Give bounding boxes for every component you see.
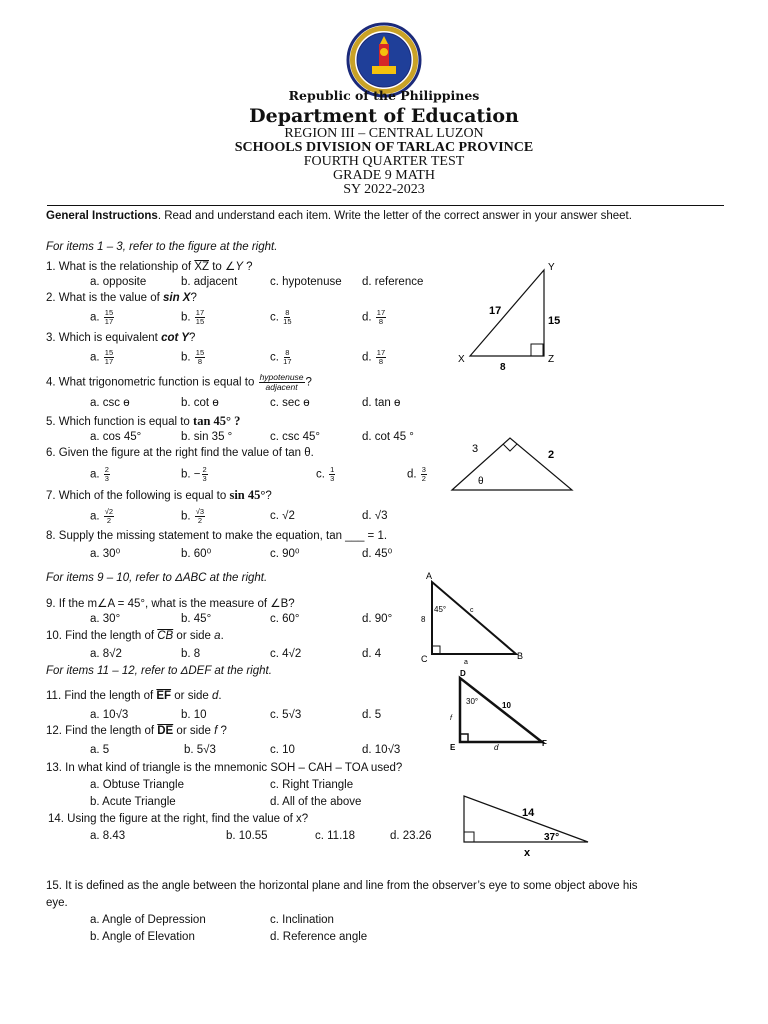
test-line: FOURTH QUARTER TEST	[303, 154, 465, 169]
q15-option-b[interactable]: b. Angle of Elevation	[90, 931, 195, 943]
q5-option-a[interactable]: a. cos 45°	[90, 431, 142, 443]
republic-line: Republic of the Philippines	[288, 88, 480, 103]
label-side-3: 3	[472, 443, 479, 455]
q12-option-a[interactable]: a. 5	[90, 744, 110, 756]
question-13: 13. In what kind of triangle is the mnemonic SOH – CAH – TOA used?	[46, 762, 403, 774]
q10-option-b[interactable]: b. 8	[181, 648, 201, 660]
label-45deg: 45°	[434, 605, 447, 614]
q8-option-d[interactable]: d. 45⁰	[362, 548, 393, 560]
label-e-vertex: E	[450, 743, 456, 752]
figure-triangle-xyz	[452, 258, 570, 376]
label-theta: θ	[478, 476, 484, 487]
q4-option-b[interactable]: b. cot ɵ	[181, 397, 219, 409]
q2-option-b[interactable]: b. $\frac{17}{15}$	[181, 308, 205, 326]
label-side-c: c	[470, 607, 474, 614]
q2-option-a[interactable]: a. $\frac{15}{17}$	[90, 308, 114, 326]
q1-option-d[interactable]: d. reference	[362, 276, 424, 288]
label-x-side: x	[524, 847, 531, 859]
q1-option-a[interactable]: a. opposite	[90, 276, 147, 288]
q4-option-c[interactable]: c. sec ɵ	[270, 397, 310, 409]
q9-option-a[interactable]: a. 30°	[90, 613, 121, 625]
q13-option-c[interactable]: c. Right Triangle	[270, 779, 354, 791]
label-30deg: 30°	[466, 697, 479, 706]
instructions-label: General Instructions	[46, 210, 158, 222]
q13-option-d[interactable]: d. All of the above	[270, 796, 362, 808]
q11-option-d[interactable]: d. 5	[362, 709, 382, 721]
q3-option-a[interactable]: a. $\frac{15}{17}$	[90, 348, 114, 366]
question-15-line2: eye.	[46, 897, 68, 909]
question-11: 11. Find the length of $\overline{EF}$ or side d.	[46, 690, 222, 702]
q13-option-a[interactable]: a. Obtuse Triangle	[90, 779, 184, 791]
label-37deg: 37°	[544, 832, 560, 843]
q10-option-d[interactable]: d. 4	[362, 648, 382, 660]
label-x: X	[458, 354, 465, 365]
question-5: 5. Which function is equal to tan 45° ?	[46, 414, 241, 428]
figure-triangle-def	[446, 668, 556, 752]
q14-option-b[interactable]: b. 10.55	[226, 830, 268, 842]
question-15-line1: 15. It is defined as the angle between the horizontal plane and line from the observer’s eye to some object above his	[46, 880, 638, 892]
q7-option-a[interactable]: a. $\frac{√2}{2}$	[90, 507, 114, 525]
q9-option-c[interactable]: c. 60°	[270, 613, 300, 625]
header-divider	[47, 205, 724, 206]
q14-option-c[interactable]: c. 11.18	[315, 830, 356, 842]
q5-option-d[interactable]: d. cot 45 °	[362, 431, 414, 443]
instructions-text: . Read and understand each item. Write the letter of the correct answer in your answer sheet.	[157, 210, 632, 222]
label-y: Y	[548, 262, 555, 273]
label-leg-8: 8	[500, 362, 506, 373]
q7-option-d[interactable]: d. √3	[362, 510, 388, 522]
grade-line: GRADE 9 MATH	[333, 168, 435, 183]
general-instructions	[46, 210, 632, 222]
question-3: 3. Which is equivalent cot Y?	[46, 332, 196, 344]
q13-option-b[interactable]: b. Acute Triangle	[90, 796, 176, 808]
label-side-8: 8	[421, 615, 426, 624]
q9-option-d[interactable]: d. 90°	[362, 613, 393, 625]
q12-option-b[interactable]: b. 5√3	[184, 744, 216, 756]
figure-triangle-37deg	[456, 790, 596, 860]
label-z: Z	[548, 354, 555, 365]
region-line: REGION III – CENTRAL LUZON	[284, 126, 484, 141]
question-6: 6. Given the figure at the right find the value of tan θ.	[46, 447, 314, 459]
q6-option-a[interactable]: a. $\frac{2}{3}$	[90, 465, 109, 483]
q8-option-c[interactable]: c. 90⁰	[270, 548, 300, 560]
q8-option-a[interactable]: a. 30⁰	[90, 548, 121, 560]
q2-option-c[interactable]: c. $\frac{8}{15}$	[270, 308, 292, 326]
q15-option-c[interactable]: c. Inclination	[270, 914, 334, 926]
label-hyp-10: 10	[502, 701, 511, 710]
q1-option-b[interactable]: b. adjacent	[181, 276, 238, 288]
label-f-vertex: F	[542, 739, 547, 748]
q11-option-c[interactable]: c. 5√3	[270, 709, 302, 721]
q6-option-d[interactable]: d. $\frac{3}{2}$	[407, 465, 426, 483]
note-items-1-3: For items 1 – 3, refer to the figure at the right.	[46, 241, 278, 253]
q12-option-c[interactable]: c. 10	[270, 744, 295, 756]
q14-option-d[interactable]: d. 23.26	[390, 830, 432, 842]
question-9: 9. If the m∠A = 45°, what is the measure of ∠B?	[46, 598, 295, 610]
q15-option-a[interactable]: a. Angle of Depression	[90, 914, 206, 926]
q4-option-d[interactable]: d. tan ɵ	[362, 397, 401, 409]
q5-option-b[interactable]: b. sin 35 °	[181, 431, 233, 443]
note-items-9-10: For items 9 – 10, refer to ΔABC at the right.	[46, 572, 268, 584]
q2-option-d[interactable]: d. $\frac{17}{8}$	[362, 308, 386, 326]
segment-xz: $\overline{XZ}$	[194, 261, 210, 273]
q6-option-b[interactable]: b. − $\frac{2}{3}$	[181, 465, 207, 483]
q11-option-a[interactable]: a. 10√3	[90, 709, 129, 721]
label-c-vertex: C	[421, 654, 428, 664]
question-2: 2. What is the value of sin X?	[46, 292, 197, 304]
q1-option-c[interactable]: c. hypotenuse	[270, 276, 342, 288]
q3-option-b[interactable]: b. $\frac{15}{8}$	[181, 348, 205, 366]
label-side-f: f	[450, 715, 452, 722]
question-7: 7. Which of the following is equal to sin 45°?	[46, 488, 272, 502]
q6-option-c[interactable]: c. $\frac{1}{3}$	[316, 465, 335, 483]
q8-option-b[interactable]: b. 60⁰	[181, 548, 212, 560]
label-a-vertex: A	[426, 571, 433, 581]
label-side-2: 2	[548, 449, 555, 461]
question-8: 8. Supply the missing statement to make the equation, tan ___ = 1.	[46, 530, 388, 542]
label-hyp-17: 17	[489, 305, 502, 317]
label-b-vertex: B	[517, 651, 524, 661]
q10-option-a[interactable]: a. 8√2	[90, 648, 122, 660]
label-d-vertex: D	[460, 669, 466, 678]
q14-option-a[interactable]: a. 8.43	[90, 830, 126, 842]
label-leg-15: 15	[548, 315, 561, 327]
question-10: 10. Find the length of $\overline{CB}$ or side a.	[46, 630, 224, 642]
question-4: 4. What trigonometric function is equal to $\frac{\text{hypotenuse}}{\text{adjacent}}$ ?	[46, 372, 312, 392]
q4-option-a[interactable]: a. csc ɵ	[90, 397, 130, 409]
question-14: 14. Using the figure at the right, find the value of x?	[48, 813, 309, 825]
question-1: 1. What is the relationship of $\overline{XZ}$ to ∠Y ?	[46, 261, 253, 273]
q12-option-d[interactable]: d. 10√3	[362, 744, 401, 756]
q7-option-c[interactable]: c. √2	[270, 510, 295, 522]
q3-option-d[interactable]: d. $\frac{17}{8}$	[362, 348, 386, 366]
q3-option-c[interactable]: c. $\frac{8}{17}$	[270, 348, 292, 366]
q5-option-c[interactable]: c. csc 45°	[270, 431, 320, 443]
figure-triangle-abc	[418, 570, 530, 668]
q9-option-b[interactable]: b. 45°	[181, 613, 212, 625]
label-hyp-14: 14	[522, 807, 535, 819]
label-side-a: a	[464, 659, 468, 666]
division-line: SCHOOLS DIVISION OF TARLAC PROVINCE	[234, 140, 534, 155]
figure-triangle-theta	[448, 432, 578, 498]
q10-option-c[interactable]: c. 4√2	[270, 648, 302, 660]
note-items-11-12: For items 11 – 12, refer to ΔDEF at the right.	[46, 665, 272, 677]
q11-option-b[interactable]: b. 10	[181, 709, 207, 721]
q15-option-d[interactable]: d. Reference angle	[270, 931, 368, 943]
sy-line: SY 2022-2023	[343, 182, 425, 197]
deped-seal	[346, 22, 422, 98]
question-12: 12. Find the length of $\overline{DE}$ or side f ?	[46, 725, 227, 737]
department-title: Department of Education	[249, 105, 519, 127]
label-side-d: d	[494, 743, 499, 752]
q7-option-b[interactable]: b. $\frac{√3}{2}$	[181, 507, 205, 525]
